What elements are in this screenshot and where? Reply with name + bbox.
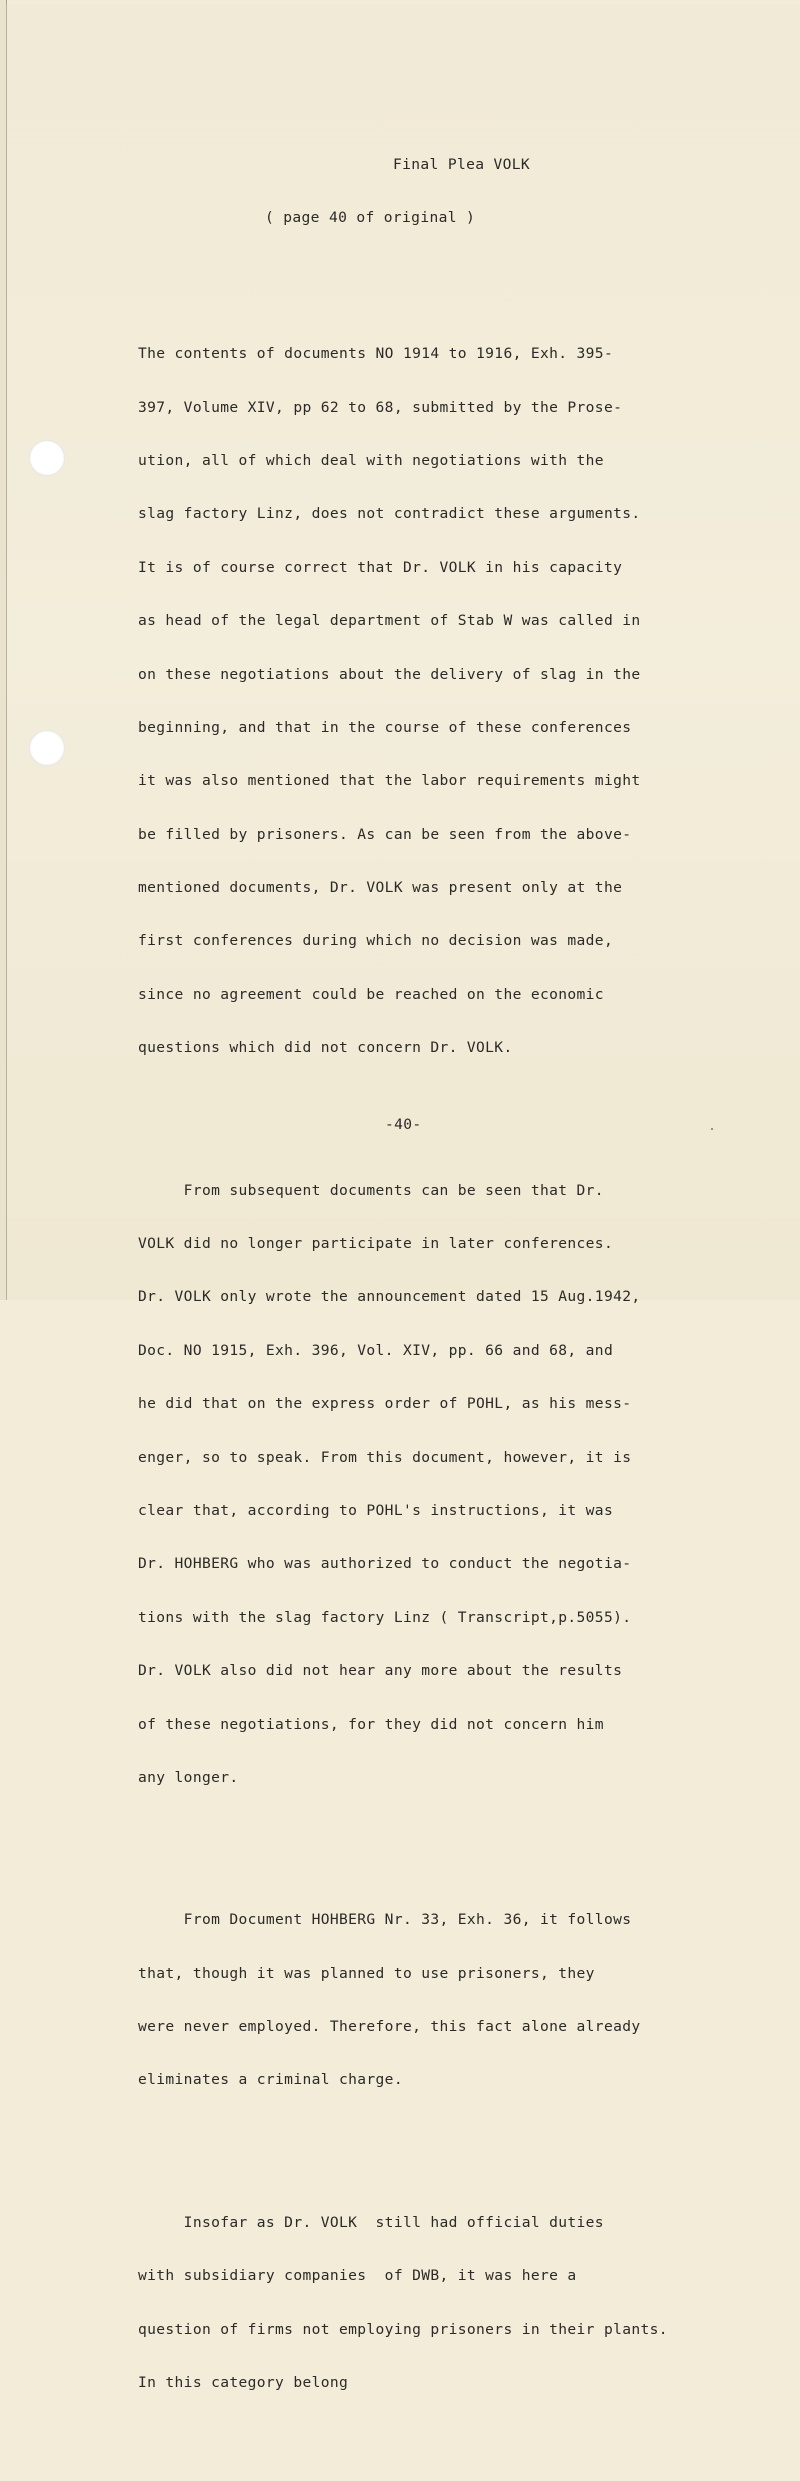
text-line: From subsequent documents can be seen that Dr. bbox=[138, 1181, 604, 1199]
text-line: question of firms not employing prisoners in their plants. bbox=[138, 2320, 668, 2338]
text-line: be filled by prisoners. As can be seen from the above- bbox=[138, 825, 632, 843]
text-line: that, though it was planned to use prisoners, they bbox=[138, 1964, 595, 1982]
text-line: tions with the slag factory Linz ( Transcript,p.5055). bbox=[138, 1608, 632, 1626]
text-line: it was also mentioned that the labor requirements might bbox=[138, 772, 641, 790]
text-line: VOLK did no longer participate in later conferences. bbox=[138, 1235, 614, 1253]
page-number: -40- bbox=[385, 1116, 422, 1133]
text-line: Dr. VOLK only wrote the announcement dated 15 Aug.1942, bbox=[138, 1288, 641, 1306]
text-line: 397, Volume XIV, pp 62 to 68, submitted by the Prose- bbox=[138, 398, 623, 416]
text-line: as head of the legal department of Stab W was called in bbox=[138, 612, 641, 630]
text-line: The contents of documents NO 1914 to 1916, Exh. 395- bbox=[138, 345, 614, 363]
text-line: were never employed. Therefore, this fact alone already bbox=[138, 2018, 641, 2036]
text-line: Dr. VOLK also did not hear any more about the results bbox=[138, 1662, 623, 1680]
text-line: Insofar as Dr. VOLK still had official duties bbox=[138, 2213, 604, 2231]
text-line: beginning, and that in the course of these conferences bbox=[138, 718, 632, 736]
document-page bbox=[6, 4, 800, 2392]
text-line: of these negotiations, for they did not concern him bbox=[138, 1715, 604, 1733]
text-line: slag factory Linz, does not contradict these arguments. bbox=[138, 505, 641, 523]
document-title: Final Plea VOLK bbox=[393, 156, 531, 173]
text-line: enger, so to speak. From this document, however, it is bbox=[138, 1448, 632, 1466]
paragraph-4 bbox=[138, 2178, 668, 2427]
paragraph-3 bbox=[138, 1876, 668, 2125]
text-line: questions which did not concern Dr. VOLK. bbox=[138, 1039, 513, 1057]
text-line: In this category belong bbox=[138, 2374, 349, 2392]
document-subtitle: ( page 40 of original ) bbox=[265, 209, 476, 226]
text-line: since no agreement could be reached on the economic bbox=[138, 985, 604, 1003]
text-line: ution, all of which deal with negotiations with the bbox=[138, 451, 604, 469]
text-line: Dr. HOHBERG who was authorized to conduct the negotia- bbox=[138, 1555, 632, 1573]
text-line: From Document HOHBERG Nr. 33, Exh. 36, it follows bbox=[138, 1911, 632, 1929]
text-line: any longer. bbox=[138, 1768, 239, 1786]
text-line: he did that on the express order of POHL, as his mess- bbox=[138, 1395, 632, 1413]
punch-hole-upper bbox=[29, 440, 65, 476]
text-line: Doc. NO 1915, Exh. 396, Vol. XIV, pp. 66 and 68, and bbox=[138, 1341, 614, 1359]
text-line: with subsidiary companies of DWB, it was here a bbox=[138, 2267, 577, 2285]
paragraph-1 bbox=[138, 310, 668, 1093]
text-line: It is of course correct that Dr. VOLK in his capacity bbox=[138, 558, 623, 576]
text-line: first conferences during which no decision was made, bbox=[138, 932, 614, 950]
text-line: clear that, according to POHL's instructions, it was bbox=[138, 1501, 614, 1519]
text-line: eliminates a criminal charge. bbox=[138, 2071, 403, 2089]
document-body bbox=[138, 274, 668, 2481]
text-line: on these negotiations about the delivery of slag in the bbox=[138, 665, 641, 683]
punch-hole-lower bbox=[29, 730, 65, 766]
paper-speck bbox=[711, 1128, 713, 1130]
text-line: mentioned documents, Dr. VOLK was present only at the bbox=[138, 879, 623, 897]
paragraph-2 bbox=[138, 1146, 668, 1822]
